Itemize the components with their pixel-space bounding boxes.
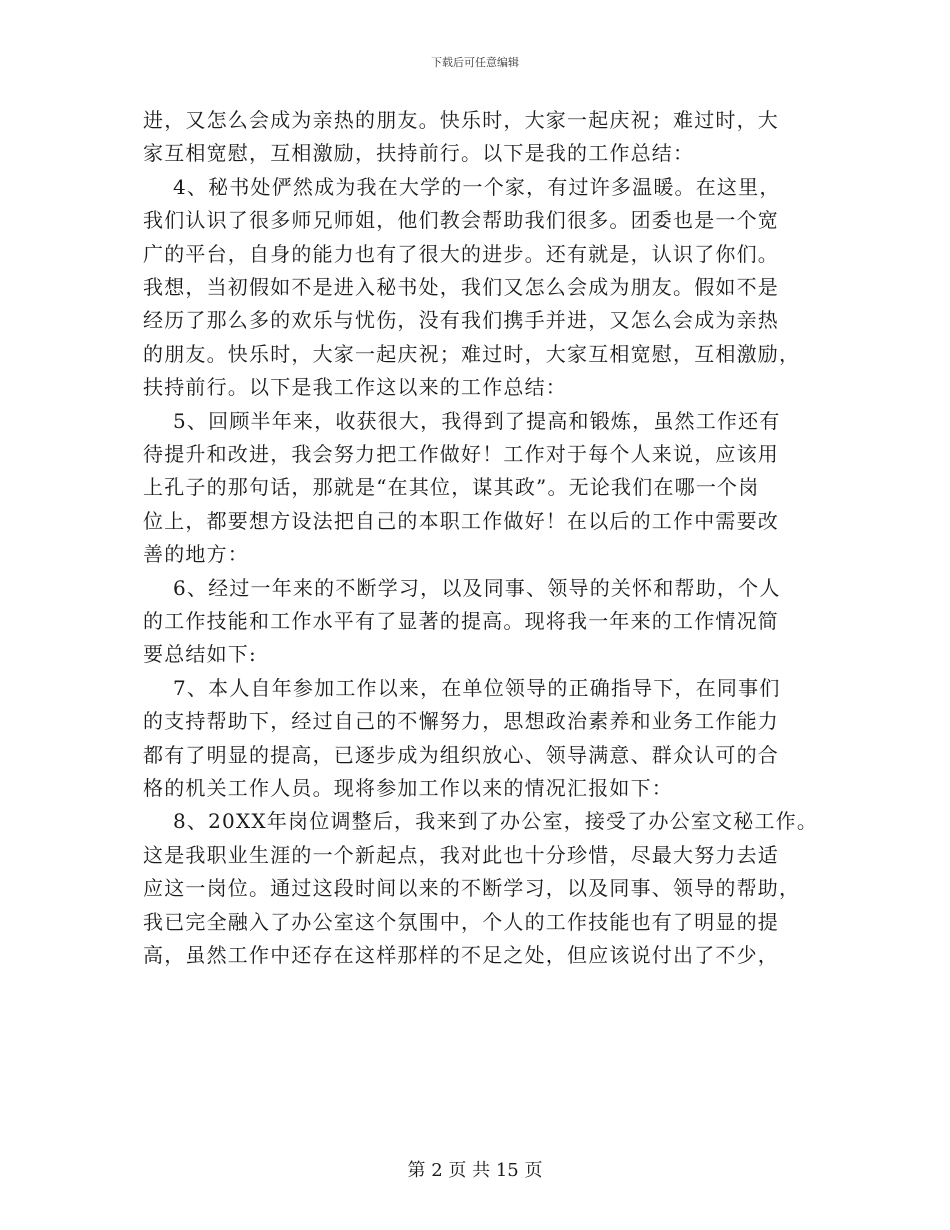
text-line: 应这一岗位。通过这段时间以来的不断学习，以及同事、领导的帮助， (143, 876, 801, 901)
text-line: 都有了明显的提高，已逐步成为组织放心、领导满意、群众认可的合 (143, 742, 779, 767)
text-line: 6、经过一年来的不断学习，以及同事、领导的关怀和帮助，个人 (173, 575, 781, 600)
text-line: 的支持帮助下，经过自己的不懈努力，思想政治素养和业务工作能力 (143, 709, 779, 734)
text-line: 位上，都要想方设法把自己的本职工作做好！在以后的工作中需要改 (143, 508, 779, 533)
text-line: 进，又怎么会成为亲热的朋友。快乐时，大家一起庆祝；难过时，大 (143, 108, 779, 132)
text-line: 扶持前行。以下是我工作这以来的工作总结： (143, 375, 567, 400)
text-line: 家互相宽慰，互相激励，扶持前行。以下是我的工作总结： (143, 141, 695, 166)
text-line: 待提升和改进，我会努力把工作做好！工作对于每个人来说，应该用 (143, 442, 779, 466)
text-line: 7、本人自年参加工作以来，在单位领导的正确指导下，在同事们 (173, 675, 781, 700)
text-line: 我已完全融入了办公室这个氛围中，个人的工作技能也有了明显的提 (143, 909, 779, 934)
text-line: 要总结如下: (143, 642, 257, 667)
text-line: 上孔子的那句话，那就是“在其位，谋其政”。无论我们在哪一个岗 (143, 475, 760, 500)
text-line: 5、回顾半年来，收获很大，我得到了提高和锻炼，虽然工作还有 (173, 408, 781, 433)
text-line: 我想，当初假如不是进入秘书处，我们又怎么会成为朋友。假如不是 (143, 275, 779, 299)
text-line: 经历了那么多的欢乐与忧伤，没有我们携手并进，又怎么会成为亲热 (143, 308, 779, 333)
text-line: 这是我职业生涯的一个新起点，我对此也十分珍惜，尽最大努力去适 (143, 842, 779, 867)
text-line: 我们认识了很多师兄师姐，他们教会帮助我们很多。团委也是一个宽 (143, 208, 779, 233)
text-line: 广的平台，自身的能力也有了很大的进步。还有就是，认识了你们。 (143, 241, 779, 266)
text-line: 格的机关工作人员。现将参加工作以来的情况汇报如下： (143, 776, 673, 800)
text-line: 4、秘书处俨然成为我在大学的一个家，有过许多温暖。在这里， (173, 174, 781, 199)
text-line: 的朋友。快乐时，大家一起庆祝；难过时，大家互相宽慰，互相激励， (143, 341, 801, 366)
text-line: 8、20XX年岗位调整后，我来到了办公室，接受了办公室文秘工作。 (173, 809, 819, 834)
page-footer: 第 2 页 共 15 页 (407, 1160, 543, 1181)
text-line: 的工作技能和工作水平有了显著的提高。现将我一年来的工作情况简 (143, 609, 779, 633)
text-line: 善的地方： (143, 542, 249, 567)
text-line: 高，虽然工作中还存在这样那样的不足之处，但应该说付出了不少， (143, 943, 779, 967)
page-header: 下载后可任意编辑 (431, 56, 519, 69)
